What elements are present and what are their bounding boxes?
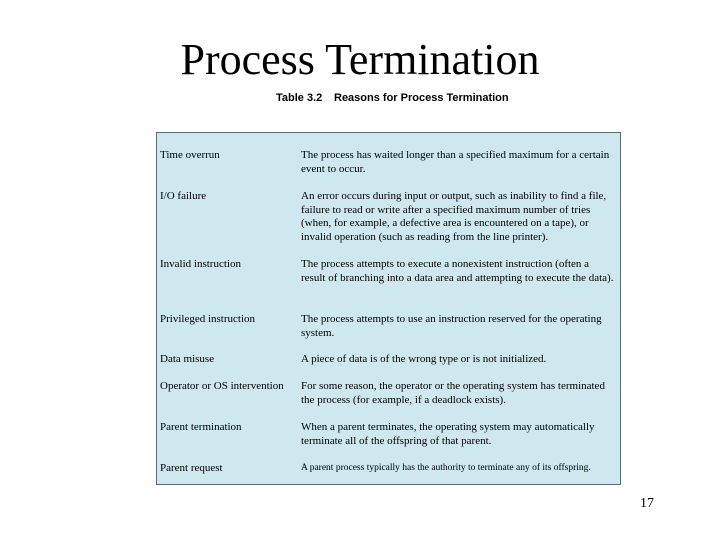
table-caption (276, 92, 509, 104)
row-description: When a parent terminates, the operating system may automatically terminate all of the offspring of that parent. (301, 421, 595, 447)
row-description: For some reason, the operator or the operating system has terminated the process (for example, if a deadlock exists). (301, 380, 605, 406)
row-description: An error occurs during input or output, such as inability to find a file, failure to read or write after a specified maximum number of tries (when, for example, a defective area is encountered on a tape), or invalid operation (such as reading from the line printer). (301, 190, 607, 243)
row-reason: Parent termination (160, 421, 242, 433)
row-reason: Parent request (160, 462, 223, 474)
reasons-table (156, 132, 621, 485)
row-reason: Invalid instruction (160, 258, 241, 270)
table-caption-title: Reasons for Process Termination (334, 92, 509, 104)
row-description: A piece of data is of the wrong type or is not initialized. (301, 353, 547, 365)
row-reason: Time overrun (160, 149, 220, 161)
row-description: The process has waited longer than a specified maximum for a certain event to occur. (301, 149, 610, 175)
table-caption-number: Table 3.2 (276, 92, 323, 104)
row-reason: Privileged instruction (160, 313, 256, 325)
row-reason: Data misuse (160, 353, 215, 365)
row-description: A parent process typically has the authority to terminate any of its offspring. (301, 463, 591, 473)
row-description: The process attempts to execute a nonexistent instruction (often a result of branching into a data area and attempting to execute the data). (301, 258, 614, 284)
row-reason: I/O failure (160, 190, 207, 202)
page-number: 17 (640, 496, 654, 511)
row-reason: Operator or OS intervention (160, 380, 284, 392)
row-description: The process attempts to use an instruction reserved for the operating system. (301, 313, 602, 339)
slide-title: Process Termination (180, 35, 540, 84)
